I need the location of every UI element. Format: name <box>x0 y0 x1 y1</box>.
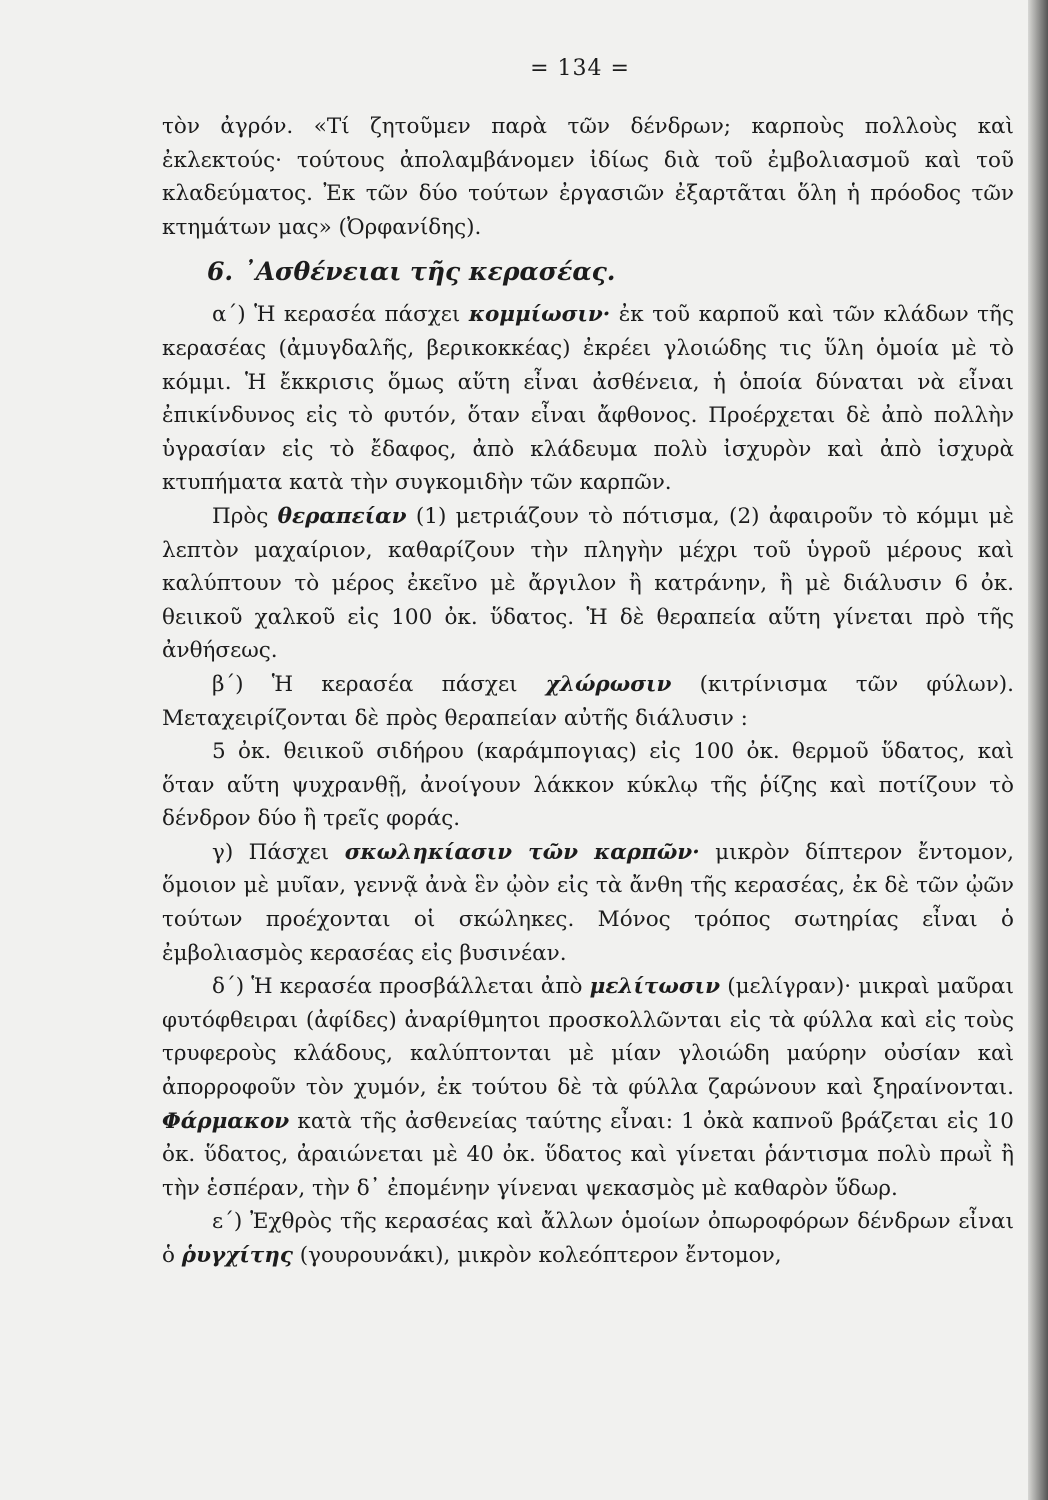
paragraph-epsilon <box>162 1205 1014 1272</box>
paragraph-gamma-text-2: μικρὸν δίπτερον ἔντομον, ὅμοιον μὲ μυῖαν, γεννᾷ ἀνὰ ἓν ᾠὸν εἰς τὰ ἄνθη τῆς κερασέας, ἐκ δὲ τῶν ᾠῶν τούτων προέχονται οἱ σκώληκες. Μόνος τρόπος σωτηρίας εἶναι ὁ ἐμβολιασμὸς κερασέας εἰς βυσινέαν. <box>162 839 1014 966</box>
term-melitosis: μελίτωσιν <box>589 974 720 1000</box>
section-heading <box>207 254 1014 290</box>
paragraph-delta <box>162 970 1014 1205</box>
paragraph-delta-text-1: δ΄) Ἡ κερασέα προσβάλλεται ἀπὸ <box>212 974 590 1000</box>
term-rynchitis: ῥυγχίτης <box>181 1243 293 1268</box>
paragraph-alpha-text-1: α΄) Ἡ κερασέα πάσχει <box>212 302 469 328</box>
term-kommiosis: κομμίωσιν· <box>468 302 611 328</box>
paragraph-intro: τὸν ἀγρόν. «Τί ζητοῦμεν παρὰ τῶν δένδρων; καρποὺς πολλοὺς καὶ ἐκλεκτούς· τούτους ἀπολαμβάνομεν ἰδίως διὰ τοῦ ἐμβολιασμοῦ καὶ τοῦ κλαδεύματος. Ἐκ τῶν δύο τούτων ἐργασιῶν ἐξαρτᾶται ὅλη ἡ πρόοδος τῶν κτημάτων μας» (Ὀρφανίδης). <box>162 114 1014 240</box>
term-therapeia: θεραπείαν <box>277 503 407 529</box>
paragraph-alpha-text-2: ἐκ τοῦ καρποῦ καὶ τῶν κλάδων τῆς κερασέας (ἀμυγδαλῆς, βερικοκκέας) ἐκρέει γλοιώδης τις ὕλη ὁμοία μὲ τὸ κόμμι. Ἡ ἔκκρισις ὅμως αὕτη εἶναι ἀσθένεια, ἡ ὁποία δύναται νὰ εἶναι ἐπικίνδυνος εἰς τὸ φυτόν, ὅταν εἶναι ἄφθονος. Προέρχεται δὲ ἀπὸ πολλὴν ὑγρασίαν εἰς τὸ ἔδαφος, ἀπὸ κλάδευμα πολὺ ἰσχυρὸν καὶ ἀπὸ ἰσχυρὰ κτυπήματα κατὰ τὴν συγκομιδὴν τῶν καρπῶν. <box>162 302 1014 496</box>
paragraph-delta-text-2: (μελίγραν)· μικραὶ μαῦραι φυτόφθειραι (ἀφίδες) ἀναρίθμητοι προσκολλῶνται εἰς τὰ φύλλα καὶ εἰς τοὺς τρυφεροὺς κλάδους, καλύπτονται μὲ μίαν γλοιώδη μαύρην οὐσίαν καὶ ἀπορροφοῦν τὸν χυμόν, ἐκ τούτου δὲ τὰ φύλλα ζαρώνουν καὶ ξηραίνονται. <box>162 974 1014 1101</box>
section-number: 6. <box>207 257 234 287</box>
term-chlorosis: χλώρωσιν <box>545 671 672 697</box>
paragraph-beta-text-1: β΄) Ἡ κερασέα πάσχει <box>212 671 546 697</box>
section-title: ᾿Ασθένειαι τῆς κερασέας. <box>243 257 616 287</box>
paragraph-alpha <box>162 298 1014 500</box>
book-spine-shadow <box>1028 0 1048 1500</box>
paragraph-epsilon-text-2: (γουρουνάκι), μικρὸν κολεόπτερον ἔντομον, <box>292 1243 782 1268</box>
paragraph-gamma <box>162 836 1014 970</box>
paragraph-epsilon-text-1: ε΄) Ἐχθρὸς τῆς κερασέας καὶ ἄλλων ὁμοίων ὀπωροφόρων δένδρων εἶναι ὁ <box>162 1209 1014 1268</box>
page-number: = 134 = <box>530 56 630 81</box>
paragraph-beta <box>162 668 1014 735</box>
paragraph-therapy-text-2: (1) μετριάζουν τὸ πότισμα, (2) ἀφαιροῦν τὸ κόμμι μὲ λεπτὸν μαχαίριον, καθαρίζουν τὴν πληγὴν μέχρι τοῦ ὑγροῦ μέρους καὶ καλύπτουν τὸ μέρος ἐκεῖνο μὲ ἄργιλον ἢ κατράνην, ἢ μὲ διάλυσιν 6 ὀκ. θειικοῦ χαλκοῦ εἰς 100 ὀκ. ὕδατος. Ἡ δὲ θεραπεία αὕτη γίνεται πρὸ τῆς ἀνθήσεως. <box>162 503 1014 664</box>
page-text <box>162 110 1014 1273</box>
paragraph-therapy-text-1: Πρὸς <box>212 503 278 529</box>
paragraph-therapy <box>162 500 1014 668</box>
paragraph-beta-text-2: (κιτρίνισμα τῶν φύλων). Μεταχειρίζονται δὲ πρὸς θεραπείαν αὐτῆς διάλυσιν : <box>162 671 1014 731</box>
paragraph-recipe: 5 ὀκ. θειικοῦ σιδήρου (καράμπογιας) εἰς 100 ὀκ. θερμοῦ ὕδατος, καὶ ὅταν αὕτη ψυχρανθῇ, ἀνοίγουν λάκκον κύκλῳ τῆς ῥίζης καὶ ποτίζουν τὸ δένδρον δύο ἢ τρεῖς φοράς. <box>162 739 1014 832</box>
term-skolikiasis: σκωληκίασιν τῶν καρπῶν· <box>344 839 700 865</box>
term-pharmakon: Φάρμακον <box>162 1108 290 1134</box>
paragraph-gamma-text-1: γ) Πάσχει <box>212 839 345 865</box>
paragraph-delta-text-3: κατὰ τῆς ἀσθενείας ταύτης εἶναι: 1 ὀκὰ καπνοῦ βράζεται εἰς 10 ὀκ. ὕδατος, ἀραιώνεται μὲ 40 ὀκ. ὕδατος καὶ γίνεται ῥάντισμα πολὺ πρωῒ ἢ τὴν ἑσπέραν, τὴν δ᾿ ἐπομένην γίνεναι ψεκασμὸς μὲ καθαρὸν ὕδωρ. <box>162 1108 1014 1201</box>
